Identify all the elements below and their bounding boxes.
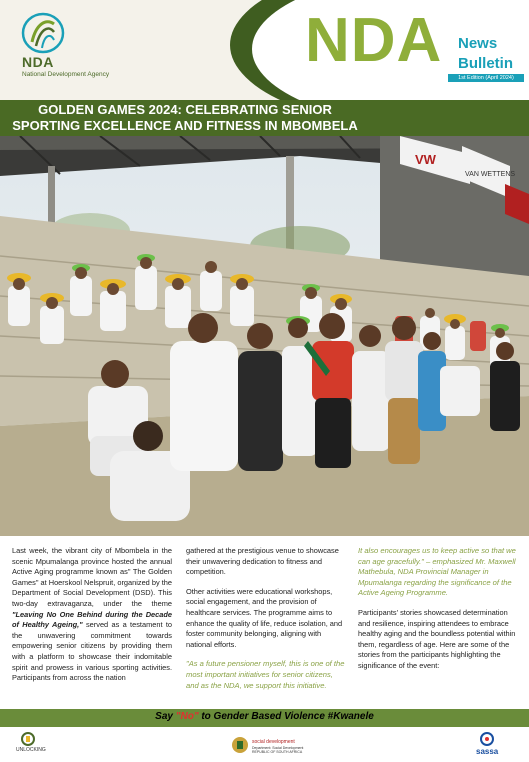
continuation-paragraph: gathered at the prestigious venue to showcase their unwavering dedication to fitness and competition. (186, 546, 339, 577)
dealer-sign: VAN WETTENS (465, 171, 516, 178)
dept-label: Department: Social Development REPUBLIC OF SOUTH AFRICA (252, 746, 304, 754)
stories-paragraph: Participants' stories showcased determination and resilience, inspiring attendees to embrace healthy aging and the boundless potential within them, regardless of age. Here are some of the stories from the participants highlighting the significance of the event: (358, 607, 516, 670)
column-3 (358, 546, 518, 681)
social-development-label: social development (252, 739, 295, 745)
event-theme: "Leaving No One Behind during the Decade of Healthy Ageing," (12, 609, 172, 630)
bulletin-label: Bulletin (458, 55, 513, 72)
masthead-title: NDA (305, 6, 443, 75)
gbv-slogan (0, 711, 529, 722)
event-photo (0, 136, 529, 536)
logo-name: NDA (22, 54, 54, 70)
article-title: GOLDEN GAMES 2024: CELEBRATING SENIOR SPORTING EXCELLENCE AND FITNESS IN MBOMBELA (12, 102, 358, 133)
column-2 (186, 546, 346, 700)
footer-logos (0, 727, 529, 762)
nda-logo-icon (18, 12, 78, 54)
coat-of-arms-icon (230, 735, 250, 755)
activities-paragraph: Other activities were educational workshops, social engagement, and the provision of healthcare services. The programme aims to enhance the quality of life, reduce isolation, and foster community belonging, aligning with national efforts. (186, 586, 343, 649)
intro-text-a: Last week, the vibrant city of Mbombela in the scenic Mpumalanga province hosted the annual Active Aging programme known as" The Golden Games" at Hoerskool Nelspruit, organized by the Department of Social Development (DSD). This two-day extravaganza, under the theme (12, 546, 172, 608)
intro-paragraph (12, 546, 172, 684)
sassa-label: sassa (476, 747, 499, 756)
slogan-after: to Gender Based Violence #Kwanele (198, 711, 374, 722)
slogan-before: Say (155, 711, 176, 722)
logo-subtitle: National Development Agency (22, 71, 110, 78)
slogan-no: "No" (175, 711, 199, 722)
pull-quote: "As a future pensioner myself, this is one of the most important initiatives for senior citizens, and as the NDA, we support this initiative. (186, 659, 345, 690)
pull-quote-continued: It also encourages us to keep active so that we can age gracefully." – emphasized Mr. Maxwell Mathebula, NDA Provincial Manager in Mpumalanga regarding the significance of the Active Ageing Programme. (358, 546, 516, 598)
news-label: News (458, 35, 498, 52)
sassa-logo-icon (480, 732, 494, 746)
masthead (0, 0, 529, 100)
column-1 (12, 546, 172, 693)
unlocking-logo-icon (20, 732, 36, 746)
intro-text-b: served as a testament to the unwavering commitment towards empowering senior citizens by providing them with a platform to showcase their indomitable spirit and prowess in various sporting activities. Participants from across the nation (12, 620, 173, 683)
edition-badge: 1st Edition (April 2024) (448, 74, 524, 82)
unlocking-label: UNLOCKING (16, 747, 46, 753)
vw-sign: VW (415, 152, 436, 167)
